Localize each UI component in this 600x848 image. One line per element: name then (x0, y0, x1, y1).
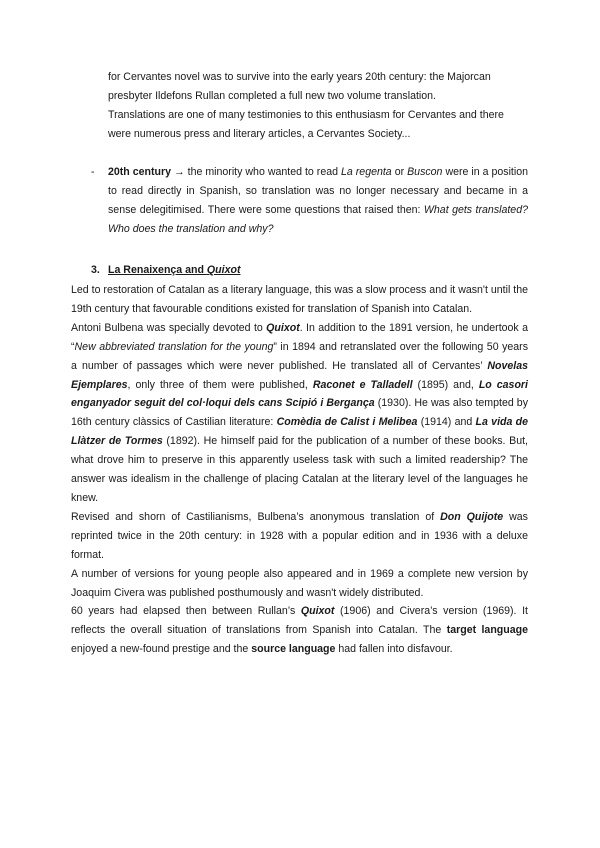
p5-text-a: 60 years had elapsed then between Rullan’s (71, 605, 301, 618)
bullet-dash: - (91, 166, 95, 178)
paragraph-3 (71, 508, 528, 565)
work-don-quijote: Don Quijote (440, 510, 504, 523)
bullet-text-2: were in a position to read directly in Spanish, so translation was no longer necessary and became in a sense delegitimised. There were some questions that raised then: (108, 166, 529, 216)
p5-text-d: had fallen into disfavour. (335, 643, 453, 656)
bullet-text-1: the minority who wanted to read (184, 166, 341, 178)
work-quixot-rullan: Quixot (300, 605, 335, 618)
paragraph-4: A number of versions for young people also appeared and in 1969 a complete new version by Joaquim Civera was published posthumously and wasn't widely distributed. (71, 567, 528, 599)
work-lo-casori: Lo casori enganyador seguit del col·loqui dels cans Scipió i Bergança (71, 378, 528, 410)
bullet-20th-century (108, 163, 528, 239)
p2-text-c: ” in 1894 and retranslated over the following 50 years a number of passages which were never published. He translated all of Cervantes’ (71, 340, 528, 372)
p2-text-g: (1914) and (417, 416, 476, 429)
p2-text-b: . In addition to the 1891 version, he undertook a “ (71, 321, 528, 353)
section-heading (91, 261, 240, 280)
p5-text-b: (1906) and Civera’s version (1969). It reflects the overall situation of translations from Spanish into Catalan. The (71, 605, 528, 637)
p2-text-e: (1895) and, (412, 378, 479, 391)
paragraph-2 (71, 319, 528, 508)
work-buscon: Buscon (407, 166, 443, 178)
continuation-paragraph-2: Translations are one of many testimonies to this enthusiasm for Cervantes and there were numerous press and literary articles, a Cervantes Society... (108, 108, 504, 140)
work-quixot: Quixot (266, 321, 300, 334)
section-number: 3. (91, 264, 100, 276)
section-title-work: Quixot (206, 264, 241, 276)
work-comedia: Comèdia de Calist i Melibea (276, 416, 418, 429)
section-title (108, 264, 240, 276)
p2-text-a: Antoni Bulbena was specially devoted to (71, 321, 267, 334)
bullet-questions: What gets translated? Who does the translation and why? (108, 203, 528, 235)
continuation-text (108, 68, 528, 144)
work-abbreviated-translation: New abbreviated translation for the young (74, 340, 274, 353)
p3-text-b: was reprinted twice in the 20th century: in 1928 with a popular edition and in 1936 with a deluxe format. (71, 510, 528, 561)
work-novelas-ejemplares: Novelas Ejemplares (71, 359, 528, 391)
paragraph-1: Led to restoration of Catalan as a literary language, this was a slow process and it wasn't until the 19th century that favourable conditions existed for translation of Spanish into Catalan. (71, 284, 528, 315)
p2-text-d: , only three of them were published, (127, 378, 313, 391)
arrow-glyph: → (174, 166, 185, 178)
paragraph-5 (71, 602, 528, 659)
continuation-paragraph-1: for Cervantes novel was to survive into the early years 20th century: the Majorcan presbyter Ildefons Rullan completed a full new two volume translation. (108, 71, 491, 102)
work-raconet: Raconet e Talladell (312, 378, 413, 391)
p3-text-a: Revised and shorn of Castilianisms, Bulbena’s anonymous translation of (71, 510, 441, 523)
work-la-vida: La vida de Llàtzer de Tormes (71, 416, 528, 448)
term-source-language: source language (251, 643, 336, 656)
bullet-or: or (391, 166, 408, 178)
term-target-language: target language (446, 624, 528, 637)
p5-text-c: enjoyed a new-found prestige and the (71, 643, 252, 656)
section-title-main: La Renaixença and (108, 264, 207, 276)
section-body (71, 281, 528, 659)
p2-text-h: (1892). He himself paid for the publication of a number of these books. But, what drove him to preserve in this apparently useless task with such a limited readership? The answer was idealism in the challenge of placing Catalan at the literary level of the languages he knew. (71, 435, 528, 504)
bullet-label: 20th century (108, 166, 172, 178)
p2-text-f: (1930). He was also tempted by 16th century clàssics of Castilian literature: (71, 397, 528, 429)
work-la-regenta: La regenta (341, 166, 392, 178)
